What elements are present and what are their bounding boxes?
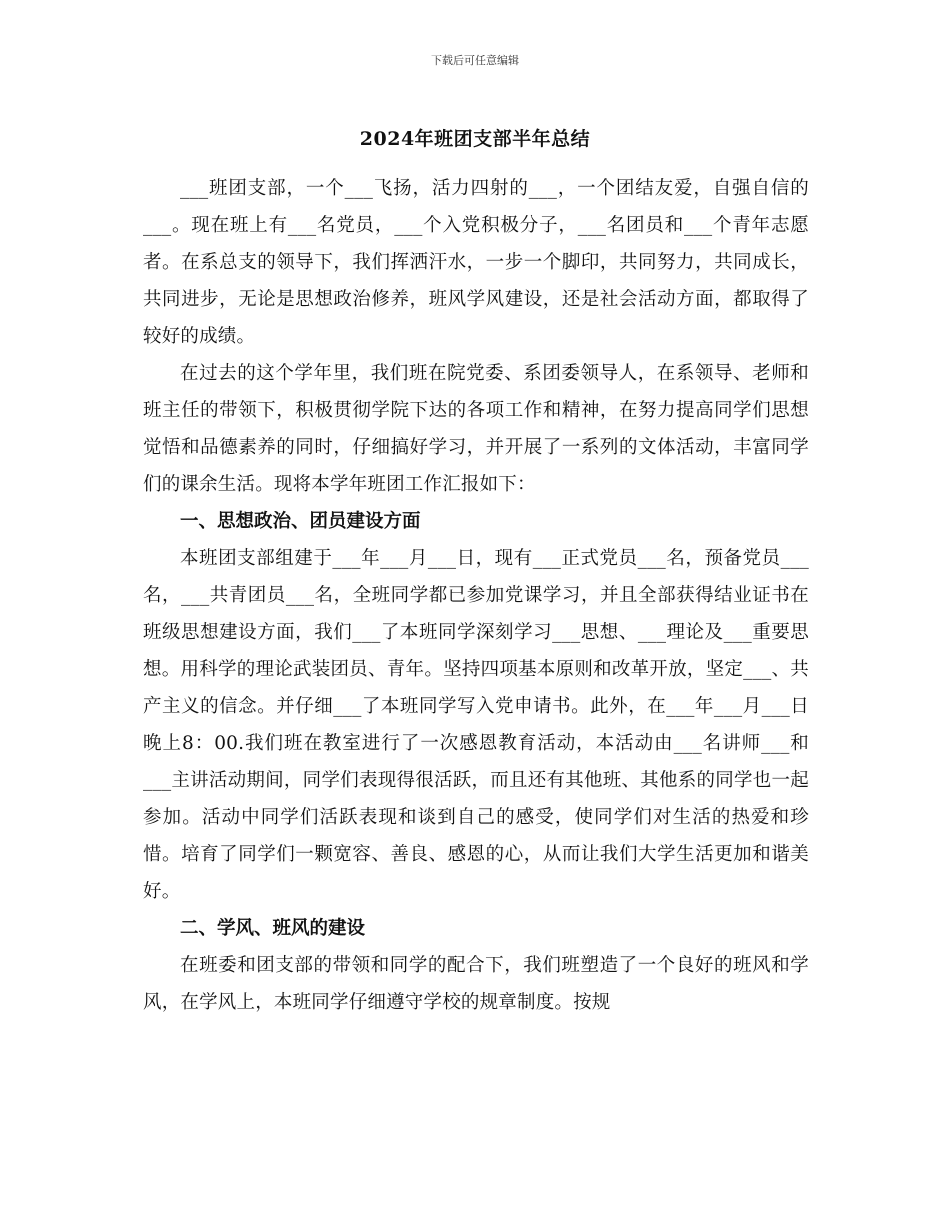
section-heading-2: 二、学风、班风的建设 [180,918,366,939]
section-heading-1: 一、思想政治、团员建设方面 [180,511,421,532]
paragraph-section-1: 本班团支部组建于___年___月___日，现有___正式党员___名，预备党员___名，___共青团员___名，全班同学都已参加党课学习，并且全部获得结业证书在班级思想建设方面，我们___了本班同学深刻学习___思想、___理论及___重要思想。用科学的理论武装团员、青年。坚持四项基本原则和改革开放，坚定___、共产主义的信念。并仔细___了本班同学写入党申请书。此外，在___年___月___日晚上8：00.我们班在教室进行了一次感恩教育活动，本活动由___名讲师___和___主讲活动期间，同学们表现得很活跃，而且还有其他班、其他系的同学也一起参加。活动中同学们活跃表现和谈到自己的感受，使同学们对生活的热爱和珍惜。培育了同学们一颗宽容、善良、感恩的心，从而让我们大学生活更加和谐美好。 [143,548,809,902]
paragraph-section-2: 在班委和团支部的带领和同学的配合下，我们班塑造了一个良好的班风和学风，在学风上，本班同学仔细遵守学校的规章制度。按规 [143,955,809,1013]
document-title: 2024年班团支部半年总结 [359,128,591,150]
page-header-note: 下载后可任意编辑 [431,54,519,67]
document-body [143,170,809,1021]
paragraph-intro: ___班团支部，一个___飞扬，活力四射的___，一个团结友爱，自强自信的___。现在班上有___名党员，___个入党积极分子，___名团员和___个青年志愿者。在系总支的领导下，我们挥洒汗水，一步一个脚印，共同努力，共同成长，共同进步，无论是思想政治修养，班风学风建设，还是社会活动方面，都取得了较好的成绩。 [143,178,809,347]
paragraph-overview: 在过去的这个学年里，我们班在院党委、系团委领导人，在系领导、老师和班主任的带领下，积极贯彻学院下达的各项工作和精神，在努力提高同学们思想觉悟和品德素养的同时，仔细搞好学习，并开展了一系列的文体活动，丰富同学们的课余生活。现将本学年班团工作汇报如下： [143,363,809,495]
